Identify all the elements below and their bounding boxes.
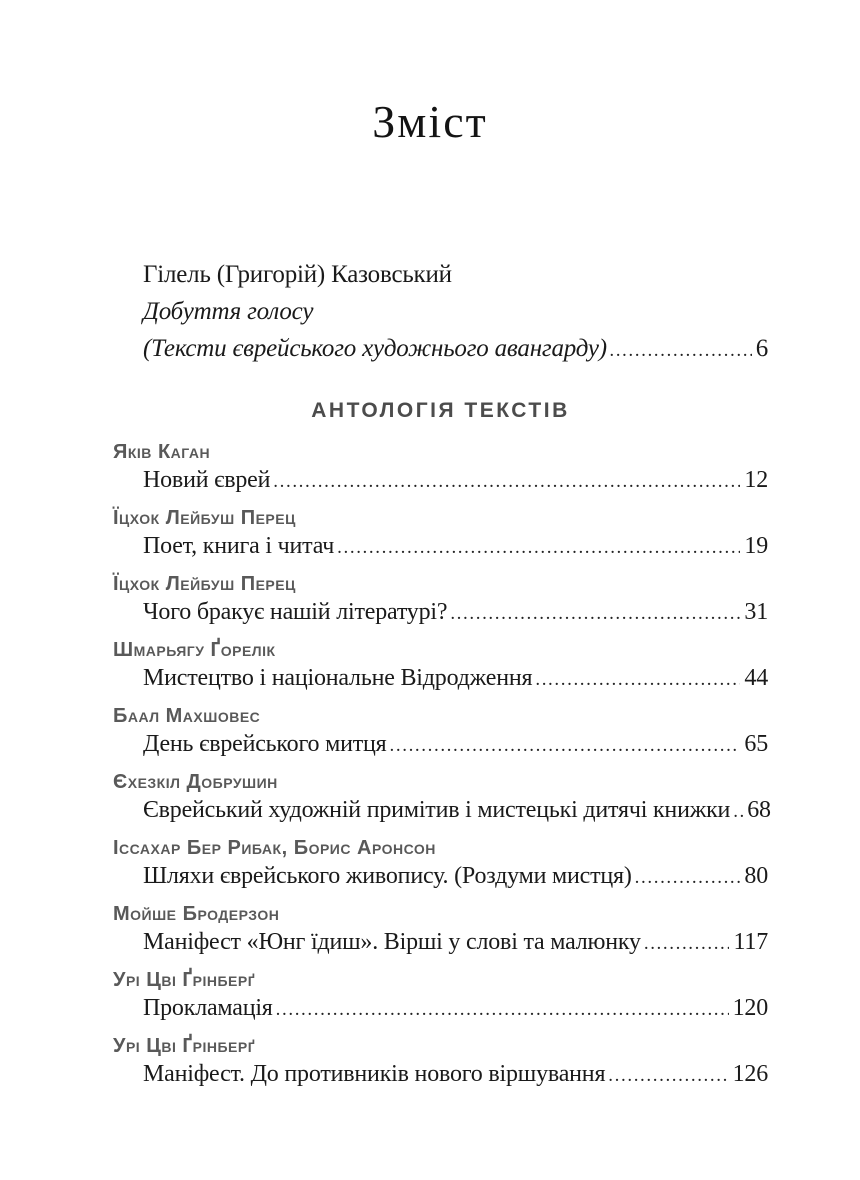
entry-page-number: 80 <box>744 862 768 889</box>
toc-entry <box>113 439 768 497</box>
intro-work-subtitle: (Тексти єврейського художнього авангарду) <box>143 334 607 362</box>
entry-title-row <box>113 729 768 761</box>
entry-title-row <box>113 465 768 497</box>
toc-entry <box>113 769 771 827</box>
dot-leader <box>535 663 740 695</box>
toc-entry <box>113 637 768 695</box>
entry-title-row <box>113 663 768 695</box>
intro-page-number: 6 <box>755 334 768 362</box>
toc-intro-entry <box>113 256 768 369</box>
dot-leader <box>733 795 743 827</box>
entry-title: День єврейського митця <box>143 730 387 757</box>
entry-title-row <box>113 927 768 959</box>
entry-title-row <box>113 795 771 827</box>
intro-author: Гілель (Григорій) Казовський <box>143 260 452 288</box>
entry-page-number: 117 <box>733 928 768 955</box>
intro-work-title: Добуття голосу <box>143 297 314 325</box>
toc-entry <box>113 835 768 893</box>
entry-title-row <box>113 1059 768 1091</box>
entry-title: Чого бракує нашій літературі? <box>143 598 448 625</box>
entry-author: Баал Махшовес <box>113 704 261 727</box>
toc-entries <box>113 439 771 1091</box>
entry-page-number: 126 <box>732 1060 768 1087</box>
entry-title-row <box>113 993 768 1025</box>
entry-page-number: 65 <box>744 730 768 757</box>
toc-entry <box>113 703 768 761</box>
entry-author: Іссахар Бер Рибак, Борис Аронсон <box>113 836 436 859</box>
toc-entry <box>113 571 768 629</box>
entry-page-number: 31 <box>744 598 768 625</box>
page-title: Зміст <box>372 96 488 147</box>
entry-author: Урі Цві Ґрінберґ <box>113 968 256 991</box>
dot-leader <box>644 927 730 959</box>
entry-author: Єхезкіл Добрушин <box>113 770 278 793</box>
entry-title: Прокламація <box>143 994 273 1021</box>
dot-leader <box>276 993 729 1025</box>
dot-leader <box>450 597 740 629</box>
dot-leader <box>273 465 740 497</box>
entry-title-row <box>113 531 768 563</box>
entry-author: Їцхок Лейбуш Перец <box>113 506 296 529</box>
entry-page-number: 44 <box>744 664 768 691</box>
toc-entry <box>113 901 768 959</box>
entry-page-number: 19 <box>744 532 768 559</box>
entry-author: Яків Каган <box>113 440 211 463</box>
dot-leader <box>390 729 741 761</box>
toc-entry <box>113 505 768 563</box>
dot-leader <box>635 861 741 893</box>
entry-title: Новий єврей <box>143 466 271 493</box>
dot-leader <box>610 330 752 369</box>
entry-title: Мистецтво і національне Відродження <box>143 664 533 691</box>
entry-title-row <box>113 861 768 893</box>
entry-author: Шмарьягу Ґорелік <box>113 638 276 661</box>
entry-title: Єврейський художній примітив і мистецькі дитячі книжки <box>143 796 731 823</box>
entry-author: Урі Цві Ґрінберґ <box>113 1034 256 1057</box>
entry-title: Шляхи єврейського живопису. (Роздуми мистця) <box>143 862 632 889</box>
entry-page-number: 12 <box>744 466 768 493</box>
dot-leader <box>337 531 740 563</box>
entry-page-number: 120 <box>732 994 768 1021</box>
dot-leader <box>608 1059 728 1091</box>
entry-author: Їцхок Лейбуш Перец <box>113 572 296 595</box>
entry-title-row <box>113 597 768 629</box>
toc-entry <box>113 967 768 1025</box>
entry-title: Маніфест «Юнг їдиш». Вірші у слові та малюнку <box>143 928 641 955</box>
intro-subtitle-row <box>143 330 768 369</box>
entry-page-number: 68 <box>747 796 771 823</box>
table-of-contents <box>113 256 771 1091</box>
toc-entry <box>113 1033 768 1091</box>
entry-author: Мойше Бродерзон <box>113 902 280 925</box>
section-heading: АНТОЛОГІЯ ТЕКСТІВ <box>311 398 570 422</box>
entry-title: Поет, книга і читач <box>143 532 335 559</box>
entry-title: Маніфест. До противників нового віршування <box>143 1060 606 1087</box>
